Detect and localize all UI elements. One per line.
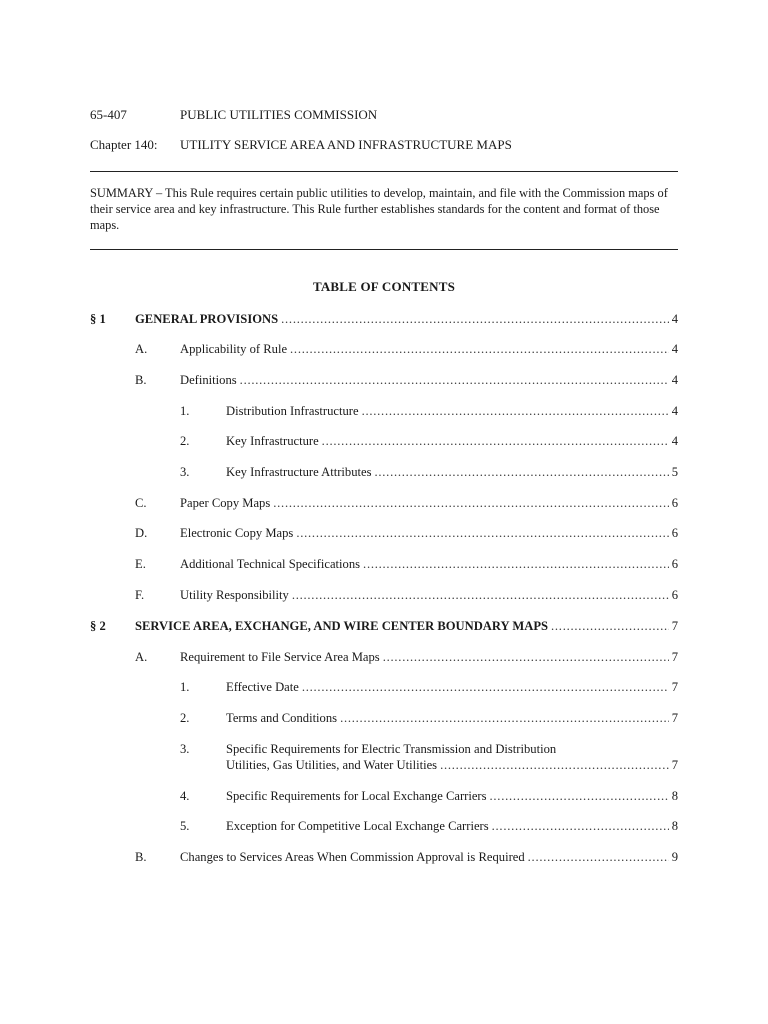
bottom-divider [90, 249, 678, 250]
toc-entry-page: 6 [671, 588, 678, 602]
toc-entry-title: GENERAL PROVISIONS [135, 312, 279, 326]
toc-entry-number: D. [135, 526, 148, 540]
dot-leader [492, 818, 669, 834]
chapter-title: UTILITY SERVICE AREA AND INFRASTRUCTURE MAPS [180, 137, 512, 152]
toc-entry-number: 4. [180, 789, 190, 803]
dot-leader [296, 525, 668, 541]
toc-entry-number: 3. [180, 465, 190, 479]
toc-entry-title: Terms and Conditions [226, 711, 338, 725]
dot-leader [322, 433, 669, 449]
toc-entry-title: Utility Responsibility [180, 588, 289, 602]
toc-title: TABLE OF CONTENTS [312, 279, 456, 294]
toc-entry-title: Key Infrastructure Attributes [226, 465, 372, 479]
toc-entry-number: E. [135, 557, 146, 571]
dot-leader [292, 587, 669, 603]
toc-entry-number: 1. [180, 404, 190, 418]
toc-entry-title-line-1: Specific Requirements for Electric Transmission and Distribution [226, 742, 557, 756]
toc-entry-page: 9 [671, 850, 678, 864]
toc-entry-title: Utilities, Gas Utilities, and Water Utilities [226, 758, 438, 772]
toc-entry-page: 4 [671, 373, 678, 387]
dot-leader [363, 556, 669, 572]
toc-entry-title: Distribution Infrastructure [226, 404, 359, 418]
toc-entry-page: 6 [671, 496, 678, 510]
toc-entry-number: 1. [180, 680, 190, 694]
toc-entry-title: Paper Copy Maps [180, 496, 271, 510]
toc-entry-title: Specific Requirements for Local Exchange Carriers [226, 789, 487, 803]
toc-entry-page: 8 [671, 789, 678, 803]
dot-leader [362, 403, 669, 419]
dot-leader [290, 341, 669, 357]
dot-leader [551, 618, 669, 634]
toc-entry-title: Additional Technical Specifications [180, 557, 361, 571]
toc-entry-page: 7 [671, 680, 678, 694]
toc-entry-title: Changes to Services Areas When Commission Approval is Required [180, 850, 525, 864]
dot-leader [240, 372, 669, 388]
dot-leader [440, 757, 669, 773]
chapter-label: Chapter 140: [90, 137, 158, 152]
toc-entry-number: A. [135, 650, 148, 664]
toc-entry-page: 6 [671, 526, 678, 540]
toc-entry-number: 2. [180, 711, 190, 725]
toc-entry-number: 5. [180, 819, 190, 833]
toc-entry-page: 4 [671, 342, 678, 356]
toc-entry-number: F. [135, 588, 145, 602]
toc-entry-number: 2. [180, 434, 190, 448]
toc-entry-page: 5 [671, 465, 678, 479]
toc-entry-page: 7 [671, 619, 678, 633]
toc-entry-number: § 1 [90, 312, 106, 326]
dot-leader [340, 710, 669, 726]
toc-entry-title: Key Infrastructure [226, 434, 319, 448]
toc-entry-page: 4 [671, 312, 678, 326]
toc-entry-page: 8 [671, 819, 678, 833]
dot-leader [374, 464, 668, 480]
dot-leader [273, 495, 668, 511]
toc-entry-number: A. [135, 342, 148, 356]
toc-entry-title: Electronic Copy Maps [180, 526, 294, 540]
toc-entry-title: Effective Date [226, 680, 299, 694]
dot-leader [383, 649, 669, 665]
toc-entry-number: B. [135, 373, 147, 387]
toc-entry-number: B. [135, 850, 147, 864]
dot-leader [302, 679, 669, 695]
dot-leader [528, 849, 669, 865]
toc-entry-page: 4 [671, 434, 678, 448]
toc-entry-number: 3. [180, 742, 190, 756]
toc-entry-page: 7 [671, 758, 678, 772]
summary-paragraph: SUMMARY – This Rule requires certain public utilities to develop, maintain, and file with the Commission maps of their service area and key infrastructure. This Rule further establishes standards for the content and format of those maps. [90, 186, 668, 232]
toc-entry-title: Definitions [180, 373, 237, 387]
toc-entry-number: C. [135, 496, 147, 510]
toc-entry-title: SERVICE AREA, EXCHANGE, AND WIRE CENTER BOUNDARY MAPS [135, 619, 549, 633]
agency-name: PUBLIC UTILITIES COMMISSION [180, 107, 378, 122]
toc-entry-number: § 2 [90, 619, 106, 633]
toc-entry-page: 7 [671, 711, 678, 725]
toc-entry-page: 4 [671, 404, 678, 418]
top-divider [90, 171, 678, 172]
toc-entry-page: 6 [671, 557, 678, 571]
rule-number: 65-407 [90, 107, 127, 122]
toc-entry-title: Applicability of Rule [180, 342, 288, 356]
toc-entry-page: 7 [671, 650, 678, 664]
toc-entry-title: Requirement to File Service Area Maps [180, 650, 380, 664]
toc-entry-title: Exception for Competitive Local Exchange Carriers [226, 819, 489, 833]
dot-leader [490, 788, 669, 804]
dot-leader [281, 311, 669, 327]
